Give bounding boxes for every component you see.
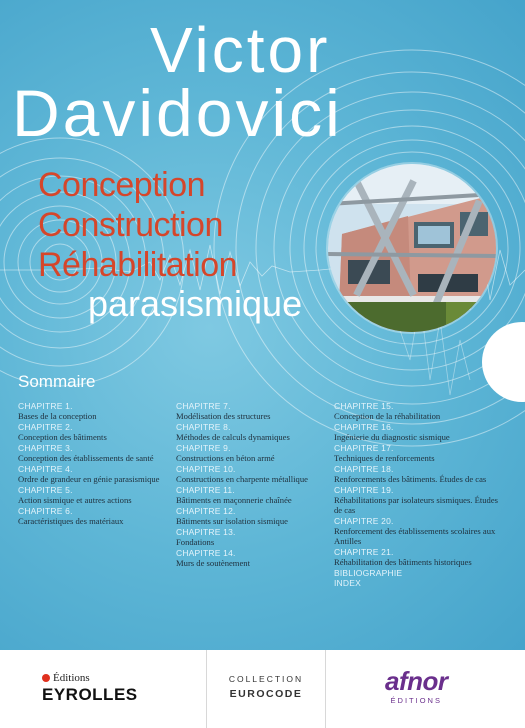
- afnor-name: afnor: [385, 666, 448, 696]
- chapter-label: CHAPITRE 11.: [176, 485, 235, 495]
- chapter-title: Bâtiments sur isolation sismique: [176, 516, 288, 526]
- index-label: INDEX: [334, 578, 361, 588]
- chapter-label: CHAPITRE 18.: [334, 464, 394, 474]
- eyrolles-logo: [42, 672, 138, 705]
- chapter-title: Conception de la réhabilitation: [334, 411, 441, 421]
- chapter-title: Constructions en charpente métallique: [176, 474, 308, 484]
- author-first-name: Victor: [150, 14, 331, 86]
- chapter-title: Ordre de grandeur en génie parasismique: [18, 474, 160, 484]
- chapter-title: Murs de soutènement: [176, 558, 250, 568]
- afnor-logo: [385, 668, 448, 705]
- chapter-title: Modélisation des structures: [176, 411, 271, 421]
- chapter-label: CHAPITRE 5.: [18, 485, 73, 495]
- toc-column-1: [18, 401, 183, 527]
- chapter-label: CHAPITRE 6.: [18, 506, 73, 516]
- chapter-title: Constructions en béton armé: [176, 453, 275, 463]
- chapter-label: CHAPITRE 14.: [176, 548, 236, 558]
- author-last-name: Davidovici: [12, 76, 343, 150]
- eyrolles-prefix: Éditions: [53, 672, 90, 684]
- chapter-title: Conception des bâtiments: [18, 432, 107, 442]
- building-photo: [328, 164, 496, 332]
- bibliography-label: BIBLIOGRAPHIE: [334, 568, 403, 578]
- chapter-label: CHAPITRE 8.: [176, 422, 231, 432]
- chapter-title: Fondations: [176, 537, 215, 547]
- toc-column-2: [176, 401, 341, 569]
- chapter-label: CHAPITRE 13.: [176, 527, 236, 537]
- chapter-label: CHAPITRE 3.: [18, 443, 73, 453]
- chapter-title: Caractéristiques des matériaux: [18, 516, 124, 526]
- chapter-label: CHAPITRE 4.: [18, 464, 73, 474]
- chapter-label: CHAPITRE 19.: [334, 485, 394, 495]
- chapter-title: Techniques de renforcements: [334, 453, 435, 463]
- afnor-subtitle: ÉDITIONS: [390, 696, 442, 705]
- collection-box: [206, 650, 326, 728]
- chapter-title: Renforcement des établissements scolaires aux Antilles: [334, 526, 496, 546]
- chapter-title: Réhabilitations par isolateurs sismiques. Études de cas: [334, 495, 498, 515]
- chapter-label: CHAPITRE 7.: [176, 401, 231, 411]
- chapter-label: CHAPITRE 15.: [334, 401, 394, 411]
- chapter-label: CHAPITRE 1.: [18, 401, 73, 411]
- chapter-label: CHAPITRE 2.: [18, 422, 73, 432]
- chapter-title: Réhabilitation des bâtiments historiques: [334, 557, 472, 567]
- title-line-construction: Construction: [38, 206, 223, 244]
- chapter-title: Action sismique et autres actions: [18, 495, 132, 505]
- chapter-label: CHAPITRE 16.: [334, 422, 394, 432]
- collection-label: COLLECTION: [228, 674, 304, 684]
- eyrolles-dot-icon: [42, 674, 50, 682]
- toc-column-3: [334, 401, 504, 588]
- chapter-label: CHAPITRE 21.: [334, 547, 394, 557]
- chapter-label: CHAPITRE 9.: [176, 443, 231, 453]
- title-subtitle: parasismique: [88, 283, 303, 324]
- chapter-title: Renforcements des bâtiments. Études de cas: [334, 474, 487, 484]
- chapter-label: CHAPITRE 12.: [176, 506, 236, 516]
- chapter-title: Méthodes de calculs dynamiques: [176, 432, 290, 442]
- chapter-title: Ingénierie du diagnostic sismique: [334, 432, 450, 442]
- title-line-conception: Conception: [38, 166, 206, 204]
- chapter-title: Bâtiments en maçonnerie chaînée: [176, 495, 292, 505]
- chapter-label: CHAPITRE 20.: [334, 516, 394, 526]
- collection-name: EUROCODE: [229, 688, 303, 700]
- chapter-label: CHAPITRE 17.: [334, 443, 394, 453]
- chapter-label: CHAPITRE 10.: [176, 464, 236, 474]
- toc-heading: Sommaire: [18, 372, 96, 391]
- eyrolles-name: EYROLLES: [42, 685, 138, 704]
- chapter-title: Conception des établissements de santé: [18, 453, 154, 463]
- chapter-title: Bases de la conception: [18, 411, 97, 421]
- title-line-rehabilitation: Réhabilitation: [38, 246, 238, 284]
